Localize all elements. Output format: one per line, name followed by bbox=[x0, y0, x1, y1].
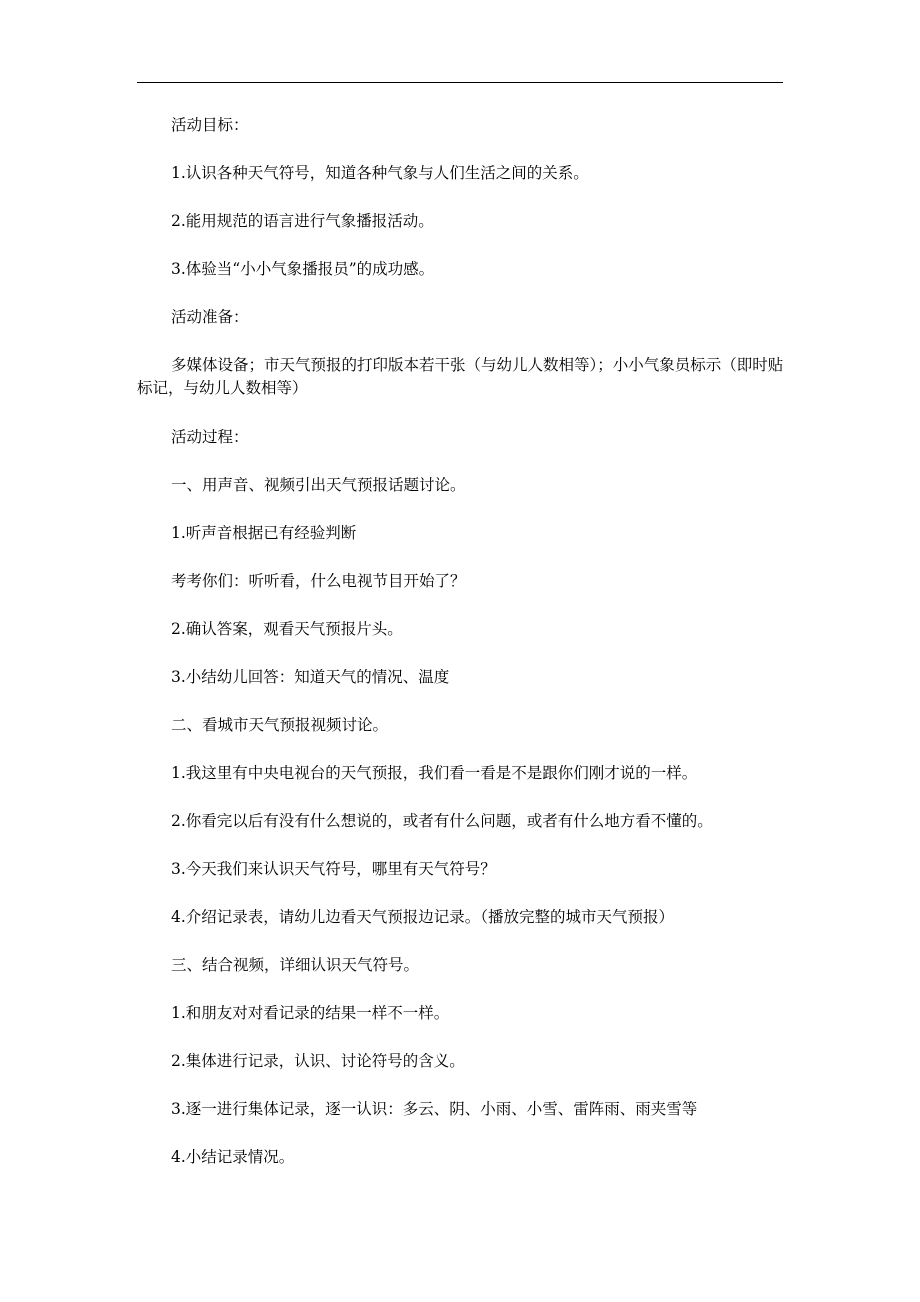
paragraph: 3.今天我们来认识天气符号，哪里有天气符号？ bbox=[171, 860, 496, 878]
paragraph: 2.集体进行记录，认识、讨论符号的含义。 bbox=[171, 1052, 465, 1070]
paragraph: 4.介绍记录表，请幼儿边看天气预报边记录。（播放完整的城市天气预报） bbox=[171, 908, 675, 926]
paragraph: 多媒体设备；市天气预报的打印版本若干张（与幼儿人数相等）；小小气象员标示（即时贴标记，与幼儿人数相等） bbox=[137, 356, 784, 397]
paragraph: 3.体验当“小小气象播报员”的成功感。 bbox=[171, 260, 435, 278]
section-heading-process: 活动过程： bbox=[171, 428, 249, 446]
paragraph: 4.小结记录情况。 bbox=[171, 1148, 295, 1166]
paragraph: 三、结合视频，详细认识天气符号。 bbox=[171, 956, 420, 974]
header-rule bbox=[137, 82, 783, 83]
paragraph: 2.你看完以后有没有什么想说的，或者有什么问题，或者有什么地方看不懂的。 bbox=[171, 812, 713, 830]
paragraph: 2.能用规范的语言进行气象播报活动。 bbox=[171, 212, 434, 230]
paragraph: 1.认识各种天气符号，知道各种气象与人们生活之间的关系。 bbox=[171, 164, 589, 182]
section-heading-preparation: 活动准备： bbox=[171, 308, 249, 326]
paragraph: 1.和朋友对对看记录的结果一样不一样。 bbox=[171, 1004, 450, 1022]
paragraph: 二、看城市天气预报视频讨论。 bbox=[171, 716, 389, 734]
document-body bbox=[137, 114, 787, 1194]
paragraph: 1.我这里有中央电视台的天气预报，我们看一看是不是跟你们刚才说的一样。 bbox=[171, 764, 698, 782]
paragraph: 2.确认答案，观看天气预报片头。 bbox=[171, 620, 403, 638]
paragraph: 一、用声音、视频引出天气预报话题讨论。 bbox=[171, 476, 466, 494]
paragraph: 考考你们：听听看，什么电视节目开始了？ bbox=[171, 572, 466, 590]
paragraph: 3.小结幼儿回答：知道天气的情况、温度 bbox=[171, 668, 450, 686]
paragraph: 3.逐一进行集体记录，逐一认识：多云、阴、小雨、小雪、雷阵雨、雨夹雪等 bbox=[171, 1100, 698, 1118]
section-heading-goals: 活动目标： bbox=[171, 116, 249, 134]
paragraph: 1.听声音根据已有经验判断 bbox=[171, 524, 357, 542]
